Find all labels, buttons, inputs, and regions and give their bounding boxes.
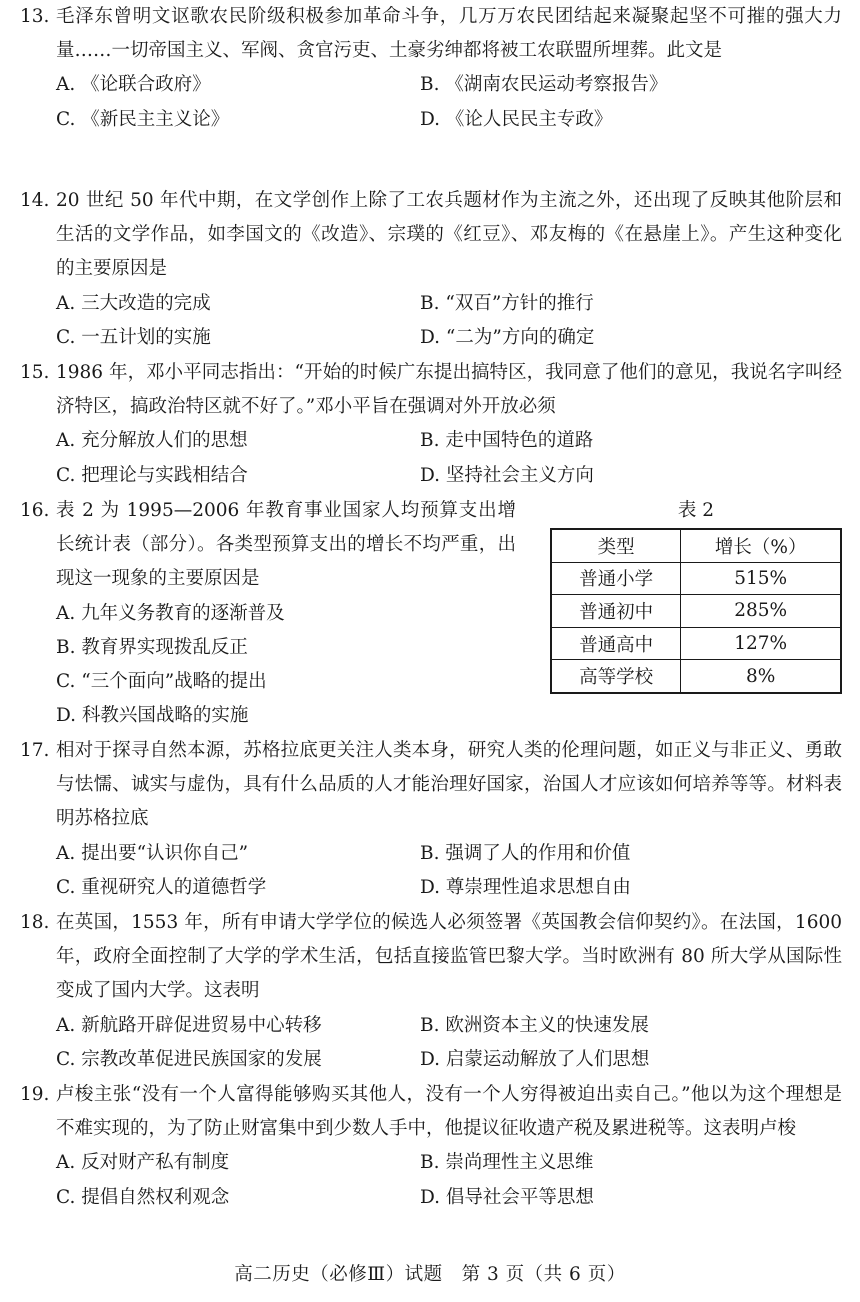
option-b: B. 《湖南农民运动考察报告》 <box>420 74 668 96</box>
header-cell: 增长（%） <box>681 529 841 562</box>
question-stem: 表 2 为 1995—2006 年教育事业国家人均预算支出增长统计表（部分）。各类型预算支出的增长不均严重，出现这一现象的主要原因是 <box>56 500 516 590</box>
option-c: C. 一五计划的实施 <box>56 326 211 348</box>
option-b: B. “双百”方针的推行 <box>420 292 594 314</box>
option-c: C. 重视研究人的道德哲学 <box>56 876 267 898</box>
option-b: B. 欧洲资本主义的快速发展 <box>420 1014 649 1036</box>
options <box>56 68 842 136</box>
question-stem: 卢梭主张“没有一个人富得能够购买其他人，没有一个人穷得被迫出卖自己。”他以为这个理想是不难实现的，为了防止财富集中到少数人手中，他提议征收遗产税及累进税等。这表明卢梭 <box>56 1084 842 1140</box>
option-b: B. 走中国特色的道路 <box>420 430 594 452</box>
question-stem: 20 世纪 50 年代中期，在文学创作上除了工农兵题材作为主流之外，还出现了反映其他阶层和生活的文学作品，如李国文的《改造》、宗璞的《红豆》、邓友梅的《在悬崖上》。产生这种变化的主要原因是 <box>56 190 842 280</box>
option-a: A. 《论联合政府》 <box>56 74 211 96</box>
question-17 <box>20 734 842 905</box>
question-stem: 1986 年，邓小平同志指出：“开始的时候广东提出搞特区，我同意了他们的意见，我说名字叫经济特区，搞政治特区就不好了。”邓小平旨在强调对外开放必须 <box>56 362 842 418</box>
option-d: D. 坚持社会主义方向 <box>420 464 594 486</box>
table-header-row <box>551 529 841 562</box>
table-cell: 普通小学 <box>551 562 681 595</box>
question-15 <box>20 356 842 493</box>
table-row <box>551 595 841 628</box>
header-cell: 类型 <box>551 529 681 562</box>
question-19 <box>20 1078 842 1215</box>
question-number: 19. <box>20 1084 50 1105</box>
option-a: A. 充分解放人们的思想 <box>56 430 248 452</box>
option-a: A. 九年义务教育的逐渐普及 <box>56 602 285 624</box>
options <box>56 287 842 355</box>
question-number: 17. <box>20 740 50 761</box>
question-number: 14. <box>20 190 50 211</box>
options <box>56 1009 842 1077</box>
option-c: C. 把理论与实践相结合 <box>56 464 248 486</box>
option-a: A. 三大改造的完成 <box>56 292 211 314</box>
question-number: 18. <box>20 912 50 933</box>
table-row <box>551 660 841 693</box>
question-stem: 相对于探寻自然本源，苏格拉底更关注人类本身，研究人类的伦理问题，如正义与非正义、勇敢与怯懦、诚实与虚伪，具有什么品质的人才能治理好国家，治国人才应该如何培养等等。材料表明苏格拉底 <box>56 740 842 830</box>
question-18 <box>20 906 842 1077</box>
question-16 <box>20 494 842 733</box>
option-d: D. 科教兴国战略的实施 <box>56 705 249 727</box>
page-footer: 高二历史（必修Ⅲ）试题 第 3 页（共 6 页） <box>234 1264 626 1285</box>
option-d: D. “二为”方向的确定 <box>420 326 595 348</box>
options <box>56 837 842 905</box>
option-d: D. 尊崇理性追求思想自由 <box>420 876 631 898</box>
option-c: C. 宗教改革促进民族国家的发展 <box>56 1048 322 1070</box>
option-c: C. 提倡自然权利观念 <box>56 1186 230 1208</box>
options <box>56 1146 842 1214</box>
question-stem: 在英国，1553 年，所有申请大学学位的候选人必须签署《英国教会信仰契约》。在法国，1600 年，政府全面控制了大学的学术生活，包括直接监管巴黎大学。当时欧洲有 80 所大学从国际性变成了国内大学。这表明 <box>56 912 842 1002</box>
table-cell: 普通初中 <box>551 595 681 628</box>
options <box>56 424 842 492</box>
question-number: 16. <box>20 500 50 521</box>
option-c: C. “三个面向”战略的提出 <box>56 670 267 692</box>
question-14 <box>20 184 842 355</box>
question-stem: 毛泽东曾明文讴歌农民阶级积极参加革命斗争，几万万农民团结起来凝聚起坚不可摧的强大力量……一切帝国主义、军阀、贪官污吏、土豪劣绅都将被工农联盟所埋葬。此文是 <box>56 6 842 62</box>
question-number: 15. <box>20 362 50 383</box>
table-cell: 8% <box>681 660 841 693</box>
option-b: B. 强调了人的作用和价值 <box>420 842 631 864</box>
option-d: D. 《论人民民主专政》 <box>420 108 613 130</box>
table-cell: 普通高中 <box>551 627 681 660</box>
option-d: D. 倡导社会平等思想 <box>420 1186 594 1208</box>
table-cell: 515% <box>681 562 841 595</box>
question-number: 13. <box>20 6 50 27</box>
option-b: B. 崇尚理性主义思维 <box>420 1152 594 1174</box>
table-row <box>551 627 841 660</box>
table-cell: 127% <box>681 627 841 660</box>
data-table <box>550 528 842 694</box>
table-cell: 285% <box>681 595 841 628</box>
option-c: C. 《新民主主义论》 <box>56 108 230 130</box>
option-a: A. 新航路开辟促进贸易中心转移 <box>56 1014 322 1036</box>
option-b: B. 教育界实现拨乱反正 <box>56 636 248 658</box>
table-2 <box>550 494 842 694</box>
option-a: A. 反对财产私有制度 <box>56 1152 230 1174</box>
question-13 <box>20 0 842 137</box>
table-cell: 高等学校 <box>551 660 681 693</box>
table-caption: 表 2 <box>677 500 715 521</box>
table-row <box>551 562 841 595</box>
option-d: D. 启蒙运动解放了人们思想 <box>420 1048 650 1070</box>
option-a: A. 提出要“认识你自己” <box>56 842 249 864</box>
